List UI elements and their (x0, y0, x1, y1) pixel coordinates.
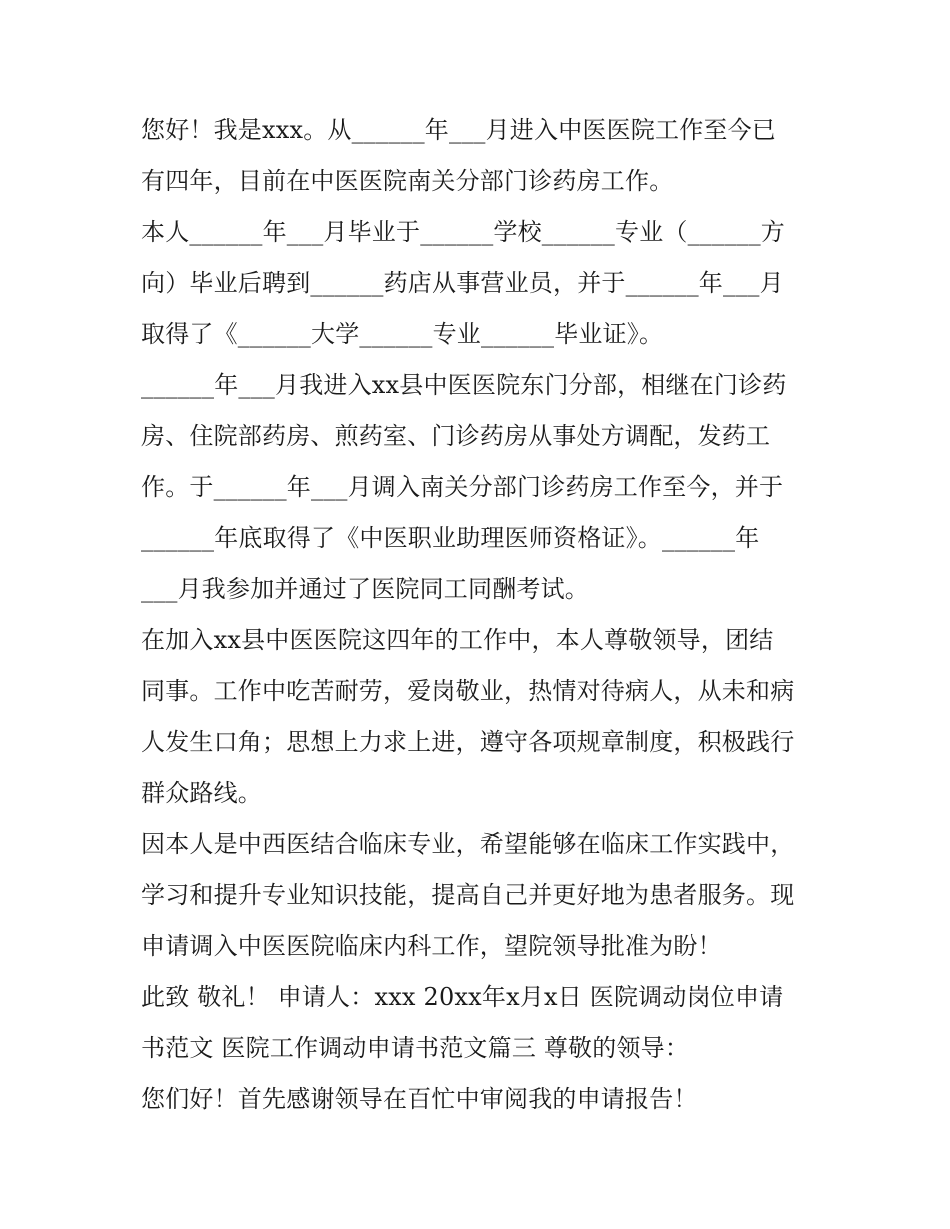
text-line: 作。于______年___月调入南关分部门诊药房工作至今，并于 (141, 473, 784, 501)
text-line: 因本人是中西医结合临床专业，希望能够在临床工作实践中， (141, 830, 795, 858)
text-line: ______年底取得了《中医职业助理医师资格证》。______年 (141, 524, 760, 552)
text-line: 有四年，目前在中医医院南关分部门诊药房工作。 (141, 167, 674, 195)
text-line: 在加入xx县中医医院这四年的工作中，本人尊敬领导，团结 (141, 626, 774, 654)
text-line: ___月我参加并通过了医院同工同酬考试。 (141, 575, 589, 603)
text-line: 您们好！首先感谢领导在百忙中审阅我的申请报告！ (141, 1085, 698, 1113)
text-line: 此致 敬礼！ 申请人：xxx 20xx年x月x日 医院调动岗位申请 (141, 983, 784, 1011)
text-line: 取得了《______大学______专业______毕业证》。 (141, 320, 664, 348)
text-line: ______年___月我进入xx县中医医院东门分部，相继在门诊药 (141, 371, 787, 399)
text-line: 书范文 医院工作调动申请书范文篇三 尊敬的领导： (141, 1034, 690, 1062)
text-line: 您好！我是xxx。从______年___月进入中医医院工作至今已 (141, 116, 777, 144)
text-line: 群众路线。 (141, 779, 262, 807)
text-line: 同事。工作中吃苦耐劳，爱岗敬业，热情对待病人，从未和病 (141, 677, 795, 705)
text-line: 申请调入中医医院临床内科工作，望院领导批准为盼！ (141, 932, 722, 960)
text-line: 学习和提升专业知识技能，提高自己并更好地为患者服务。现 (141, 881, 795, 909)
text-line: 人发生口角；思想上力求上进，遵守各项规章制度，积极践行 (141, 728, 795, 756)
text-line: 本人______年___月毕业于______学校______专业（______方 (141, 218, 785, 246)
text-line: 向）毕业后聘到______药店从事营业员，并于______年___月 (141, 269, 784, 297)
text-line: 房、住院部药房、煎药室、门诊药房从事处方调配，发药工 (141, 422, 771, 450)
